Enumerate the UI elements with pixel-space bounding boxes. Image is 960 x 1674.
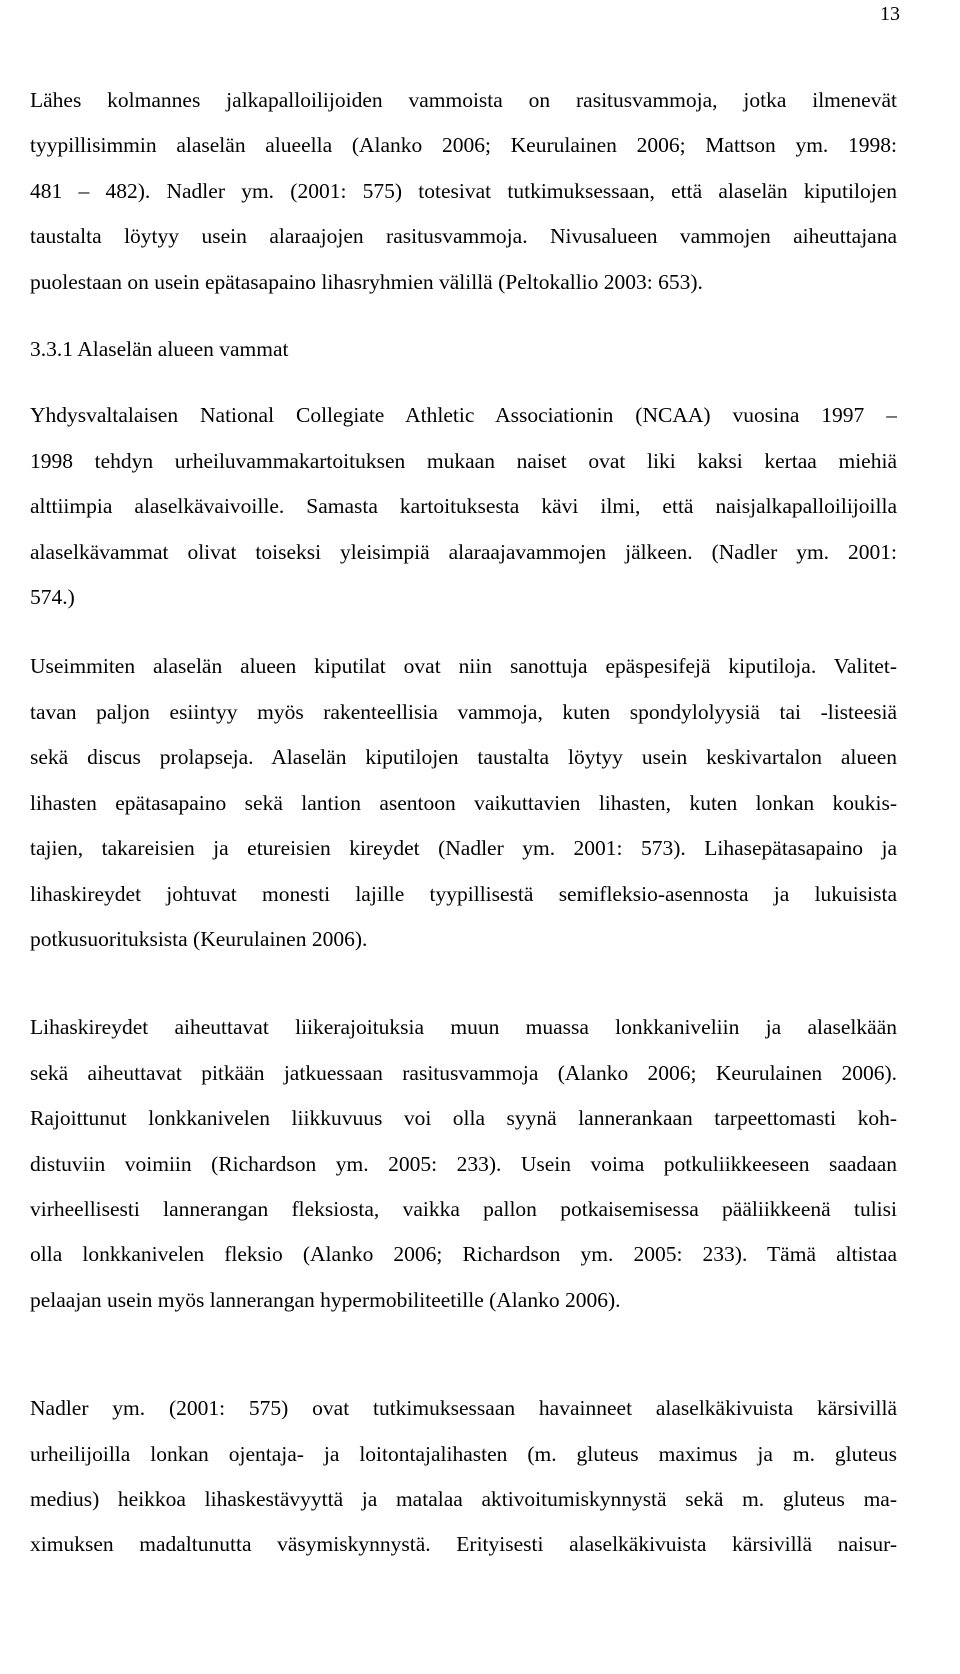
text-line: 1998 tehdyn urheiluvammakartoituksen mukaan naiset ovat liki kaksi kertaa miehiä (30, 448, 897, 473)
paragraph-ncaa (30, 393, 897, 620)
paragraph-muscle-tightness (30, 1005, 897, 1323)
text-line: Rajoittunut lonkkanivelen liikkuvuus voi olla syynä lannerankaan tarpeettomasti koh- (30, 1106, 897, 1131)
text-line: medius) heikkoa lihaskestävyyttä ja matalaa aktivoitumiskynnystä sekä m. gluteus ma- (30, 1486, 897, 1511)
text-line: tyypillisimmin alaselän alueella (Alanko 2006; Keurulainen 2006; Mattson ym. 1998: (30, 133, 897, 158)
text-line: alaselkävammat olivat toiseksi yleisimpiä alaraajavammojen jälkeen. (Nadler ym. 2001: (30, 539, 897, 564)
text-line: potkusuorituksista (Keurulainen 2006). (30, 926, 368, 951)
text-line: urheilijoilla lonkan ojentaja- ja loitontajalihasten (m. gluteus maximus ja m. gluteus (30, 1441, 897, 1466)
text-line: Lihaskireydet aiheuttavat liikerajoituksia muun muassa lonkkaniveliin ja alaselkään (30, 1015, 897, 1040)
text-line: virheellisesti lannerangan fleksiosta, vaikka pallon potkaisemisessa pääliikkeenä tulisi (30, 1196, 897, 1221)
text-line: Nadler ym. (2001: 575) ovat tutkimuksessaan havainneet alaselkäkivuista kärsivillä (30, 1396, 897, 1421)
text-line: pelaajan usein myös lannerangan hypermobiliteetille (Alanko 2006). (30, 1287, 621, 1312)
text-line: 574.) (30, 585, 75, 610)
text-line: tajien, takareisien ja etureisien kireydet (Nadler ym. 2001: 573). Lihasepätasapaino ja (30, 836, 897, 861)
text-line: ximuksen madaltunutta väsymiskynnystä. Erityisesti alaselkäkivuista kärsivillä naisur- (30, 1532, 897, 1557)
text-line: 481 – 482). Nadler ym. (2001: 575) totesivat tutkimuksessaan, että alaselän kiputilojen (30, 178, 897, 203)
text-line: sekä aiheuttavat pitkään jatkuessaan rasitusvammoja (Alanko 2006; Keurulainen 2006). (30, 1060, 897, 1085)
text-line: distuviin voimiin (Richardson ym. 2005: 233). Usein voima potkuliikkeeseen saadaan (30, 1151, 897, 1176)
text-line: alttiimpia alaselkävaivoille. Samasta kartoituksesta kävi ilmi, että naisjalkapalloilijoilla (30, 494, 897, 519)
text-line: taustalta löytyy usein alaraajojen rasitusvammoja. Nivusalueen vammojen aiheuttajana (30, 224, 897, 249)
text-line: puolestaan on usein epätasapaino lihasryhmien välillä (Peltokallio 2003: 653). (30, 269, 703, 294)
text-line: Yhdysvaltalaisen National Collegiate Athletic Associationin (NCAA) vuosina 1997 – (30, 403, 897, 428)
text-line: lihasten epätasapaino sekä lantion asentoon vaikuttavien lihasten, kuten lonkan koukis- (30, 790, 897, 815)
text-line: Useimmiten alaselän alueen kiputilat ovat niin sanottuja epäspesifejä kiputiloja. Valitet- (30, 654, 897, 679)
text-line: Lähes kolmannes jalkapalloilijoiden vammoista on rasitusvammoja, jotka ilmenevät (30, 88, 897, 112)
document-body (30, 78, 897, 1568)
text-line: sekä discus prolapseja. Alaselän kiputilojen taustalta löytyy usein keskivartalon alueen (30, 745, 897, 770)
text-line: olla lonkkanivelen fleksio (Alanko 2006; Richardson ym. 2005: 233). Tämä altistaa (30, 1242, 897, 1267)
text-line: lihaskireydet johtuvat monesti lajille tyypillisestä semifleksio-asennosta ja lukuisista (30, 881, 897, 906)
text-line: tavan paljon esiintyy myös rakenteellisia vammoja, kuten spondylolyysiä tai -listeesiä (30, 699, 897, 724)
page-number: 13 (880, 3, 900, 25)
paragraph-causes (30, 644, 897, 962)
section-heading: 3.3.1 Alaselän alueen vammat (30, 337, 289, 362)
paragraph-nadler (30, 1386, 897, 1568)
paragraph-intro (30, 78, 897, 305)
